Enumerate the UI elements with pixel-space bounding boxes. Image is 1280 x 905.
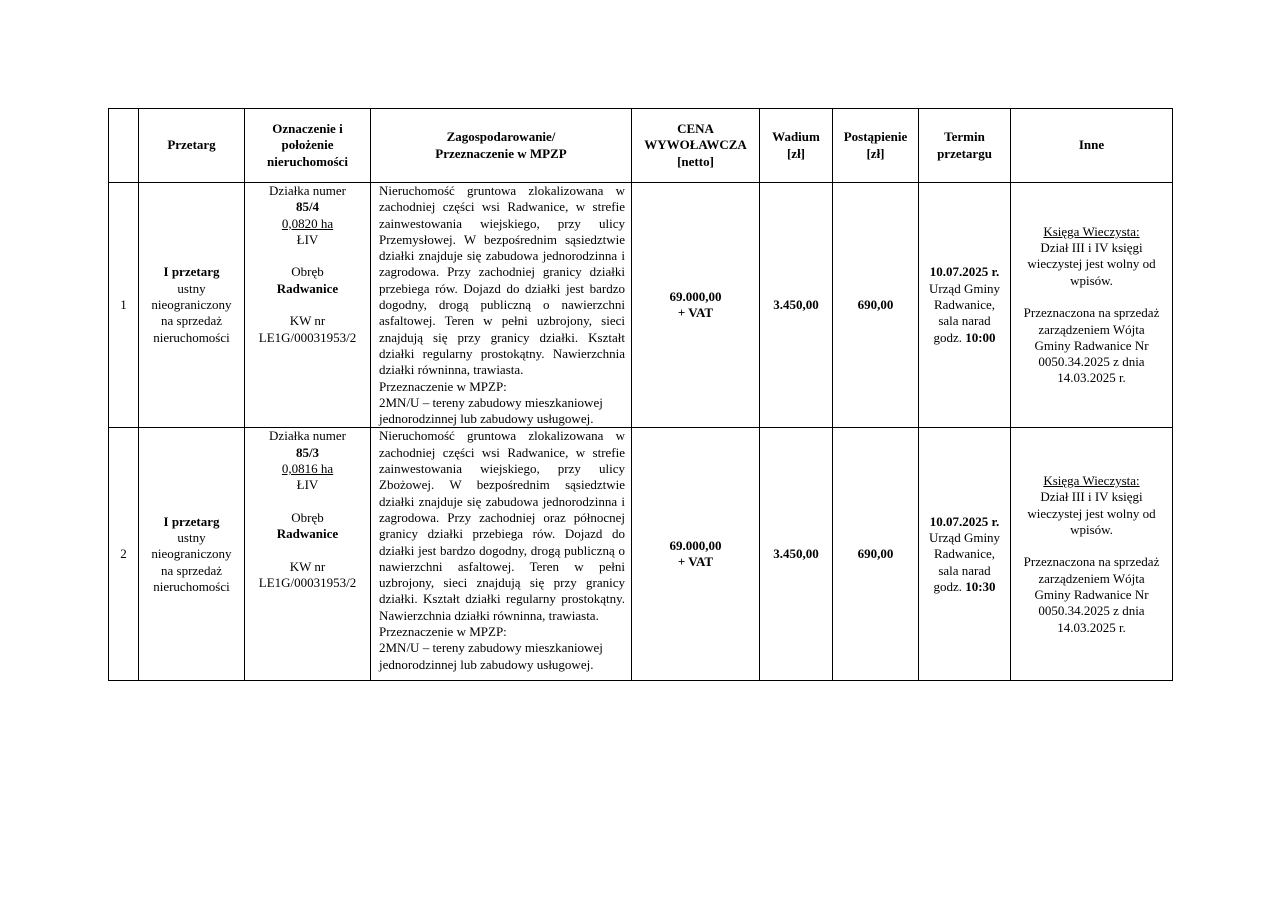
header-wadium [760,109,833,183]
spacer [1011,289,1172,305]
termin-place-line: sala narad [938,313,991,329]
row-przetarg [139,428,245,681]
row-description [371,183,632,428]
header-postapienie-line: Postąpienie [843,129,908,145]
termin-place-line: Radwanice, [933,546,995,562]
mpzp-label: Przeznaczenie w MPZP: [379,378,507,394]
termin-place-line: Urząd Gminy [928,280,1001,296]
row-termin [919,428,1011,681]
inne-kw-line: wieczystej jest wolny od [1027,505,1156,521]
parcel-class: ŁIV [296,477,319,493]
parcel-area: 0,0820 ha [281,215,334,231]
row-postapienie: 690,00 [833,183,919,428]
inne-sale-line: 0050.34.2025 z dnia [1038,603,1145,619]
header-oznaczenie [245,109,371,183]
description-text: Nieruchomość gruntowa zlokalizowana w zachodniej części wsi Radwanice, w strefie zainwestowania wiejskiego, przy ulicy Zbożowej. W bezpośrednim sąsiedztwie działki znajduje się zabudowa jednorodzinna i zagrodowa. Przy zachodniej oraz północnej granicy działki przebiega rów. Dojazd do działki jest bardzo dogodny, drogą publiczną o nawierzchni asfaltowej. Teren w pełni uzbrojony, sieci znajdują się przy granicy działki. Kształt działki regularny prostokątny. Nawierzchnia działki równinna, trawiasta. [379,428,625,623]
spacer [245,297,370,313]
przetarg-line: na sprzedaż [161,313,222,329]
header-cena [632,109,760,183]
header-oznaczenie-line: położenie [281,137,334,153]
header-row [109,109,1173,183]
header-oznaczenie-line: nieruchomości [267,153,348,169]
spacer [1011,538,1172,554]
termin-time-label: godz. [933,578,966,594]
parcel-kw: LE1G/00031953/2 [258,329,357,345]
inne-sale-line: 14.03.2025 r. [1057,370,1126,386]
inne-sale-line: zarządzeniem Wójta [1038,570,1145,586]
inne-kw-line: Dział III i IV księgi [1040,240,1143,256]
cena-vat: + VAT [677,305,714,321]
inne-kw-line: Dział III i IV księgi [1040,489,1143,505]
header-inne: Inne [1011,109,1173,183]
termin-place-line: Radwanice, [933,297,995,313]
termin-time: 10:30 [965,578,996,594]
header-wadium-line: [zł] [786,145,806,161]
termin-time-row [919,579,1010,595]
cena-vat: + VAT [677,554,714,570]
table-body [109,183,1173,681]
termin-time-label: godz. [933,329,966,345]
parcel-kw-label: KW nr [289,558,326,574]
parcel-obreb: Radwanice [276,280,339,296]
table-row [109,183,1173,428]
row-parcel [245,183,371,428]
przetarg-line: ustny [177,280,206,296]
row-lp: 2 [109,428,139,681]
parcel-kw: LE1G/00031953/2 [258,575,357,591]
przetarg-line: nieograniczony [151,546,232,562]
description-text: Nieruchomość gruntowa zlokalizowana w zachodniej części wsi Radwanice, w strefie zainwestowania wiejskiego, przy ulicy Przemysłowej. W bezpośrednim sąsiedztwie działki znajduje się zabudowa jednorodzinna i zagrodowa. Przy zachodniej granicy działki przebiega rów. Dojazd do działki jest bardzo dogodny, drogą publiczną o nawierzchni asfaltowej. Teren w pełni uzbrojony, sieci znajdują się przy granicy działki. Kształt działki regularny prostokątny. Nawierzchnia działki równinna, trawiasta. [379,183,625,378]
parcel-number: 85/4 [295,199,320,215]
termin-date: 10.07.2025 r. [929,264,1000,280]
header-zagospodarowanie-line: Przeznaczenie w MPZP [435,145,567,161]
inne-kw-line: wpisów. [1070,521,1113,537]
row-termin [919,183,1011,428]
header-lp [109,109,139,183]
header-postapienie-line: [zł] [866,145,885,161]
parcel-area: 0,0816 ha [281,461,334,477]
header-postapienie [833,109,919,183]
row-przetarg [139,183,245,428]
header-termin-line: Termin [944,129,985,145]
header-cena-line: WYWOŁAWCZA [644,137,747,153]
inne-kw-line: wpisów. [1070,272,1113,288]
row-inne [1011,183,1173,428]
header-przetarg: Przetarg [139,109,245,183]
termin-time-row [919,330,1010,346]
przetarg-line: nieruchomości [153,329,230,345]
przetarg-line: na sprzedaż [161,562,222,578]
inne-sale-line: 0050.34.2025 z dnia [1038,354,1145,370]
row-inne [1011,428,1173,681]
header-oznaczenie-line: Oznaczenie i [272,121,343,137]
table-row [109,428,1173,681]
header-termin-line: przetargu [937,145,992,161]
spacer [245,494,370,510]
termin-time: 10:00 [965,329,996,345]
row-cena [632,183,760,428]
parcel-obreb-label: Obręb [291,264,324,280]
mpzp-label: Przeznaczenie w MPZP: [379,624,507,640]
row-lp: 1 [109,183,139,428]
inne-kw-line: wieczystej jest wolny od [1027,256,1156,272]
parcel-obreb: Radwanice [276,526,339,542]
cena-value: 69.000,00 [669,288,722,304]
termin-place-line: Urząd Gminy [928,530,1001,545]
inne-sale-line: Gminy Radwanice Nr [1034,337,1149,353]
row-description [371,428,632,681]
spacer [245,248,370,264]
inne-sale-line: Przeznaczona na sprzedaż [1023,554,1160,570]
parcel-label: Działka numer [269,183,346,198]
przetarg-line: nieruchomości [153,578,230,594]
mpzp-value: 2MN/U – tereny zabudowy mieszkaniowej jednorodzinnej lub zabudowy usługowej. [379,394,603,427]
przetarg-line: nieograniczony [151,297,232,313]
table-header [109,109,1173,183]
parcel-label: Działka numer [269,428,346,444]
inne-sale-line: Przeznaczona na sprzedaż [1023,305,1160,321]
header-cena-line: [netto] [677,153,714,169]
przetarg-title: I przetarg [163,513,220,529]
spacer [245,543,370,559]
cena-value: 69.000,00 [669,538,722,554]
row-wadium: 3.450,00 [760,428,833,681]
mpzp-value: 2MN/U – tereny zabudowy mieszkaniowej jednorodzinnej lub zabudowy usługowej. [379,640,603,672]
parcel-class: ŁIV [296,231,319,247]
termin-date: 10.07.2025 r. [929,513,1000,529]
przetarg-line: ustny [177,530,206,545]
inne-sale-line: Gminy Radwanice Nr [1034,587,1149,603]
parcel-number: 85/3 [295,444,320,460]
row-parcel [245,428,371,681]
header-wadium-line: Wadium [772,129,820,145]
header-zagospodarowanie-line: Zagospodarowanie/ [446,129,556,145]
header-termin [919,109,1011,183]
row-cena [632,428,760,681]
inne-sale-line: 14.03.2025 r. [1057,619,1126,635]
header-zagospodarowanie [371,109,632,183]
header-cena-line: CENA [677,121,714,137]
row-wadium: 3.450,00 [760,183,833,428]
termin-place-line: sala narad [938,562,991,578]
auction-table [108,108,1173,681]
parcel-obreb-label: Obręb [291,509,324,525]
przetarg-title: I przetarg [163,264,220,280]
row-postapienie: 690,00 [833,428,919,681]
inne-kw-title: Księga Wieczysta: [1043,223,1140,239]
inne-sale-line: zarządzeniem Wójta [1038,321,1145,337]
parcel-kw-label: KW nr [289,313,326,329]
inne-kw-title: Księga Wieczysta: [1043,472,1140,488]
